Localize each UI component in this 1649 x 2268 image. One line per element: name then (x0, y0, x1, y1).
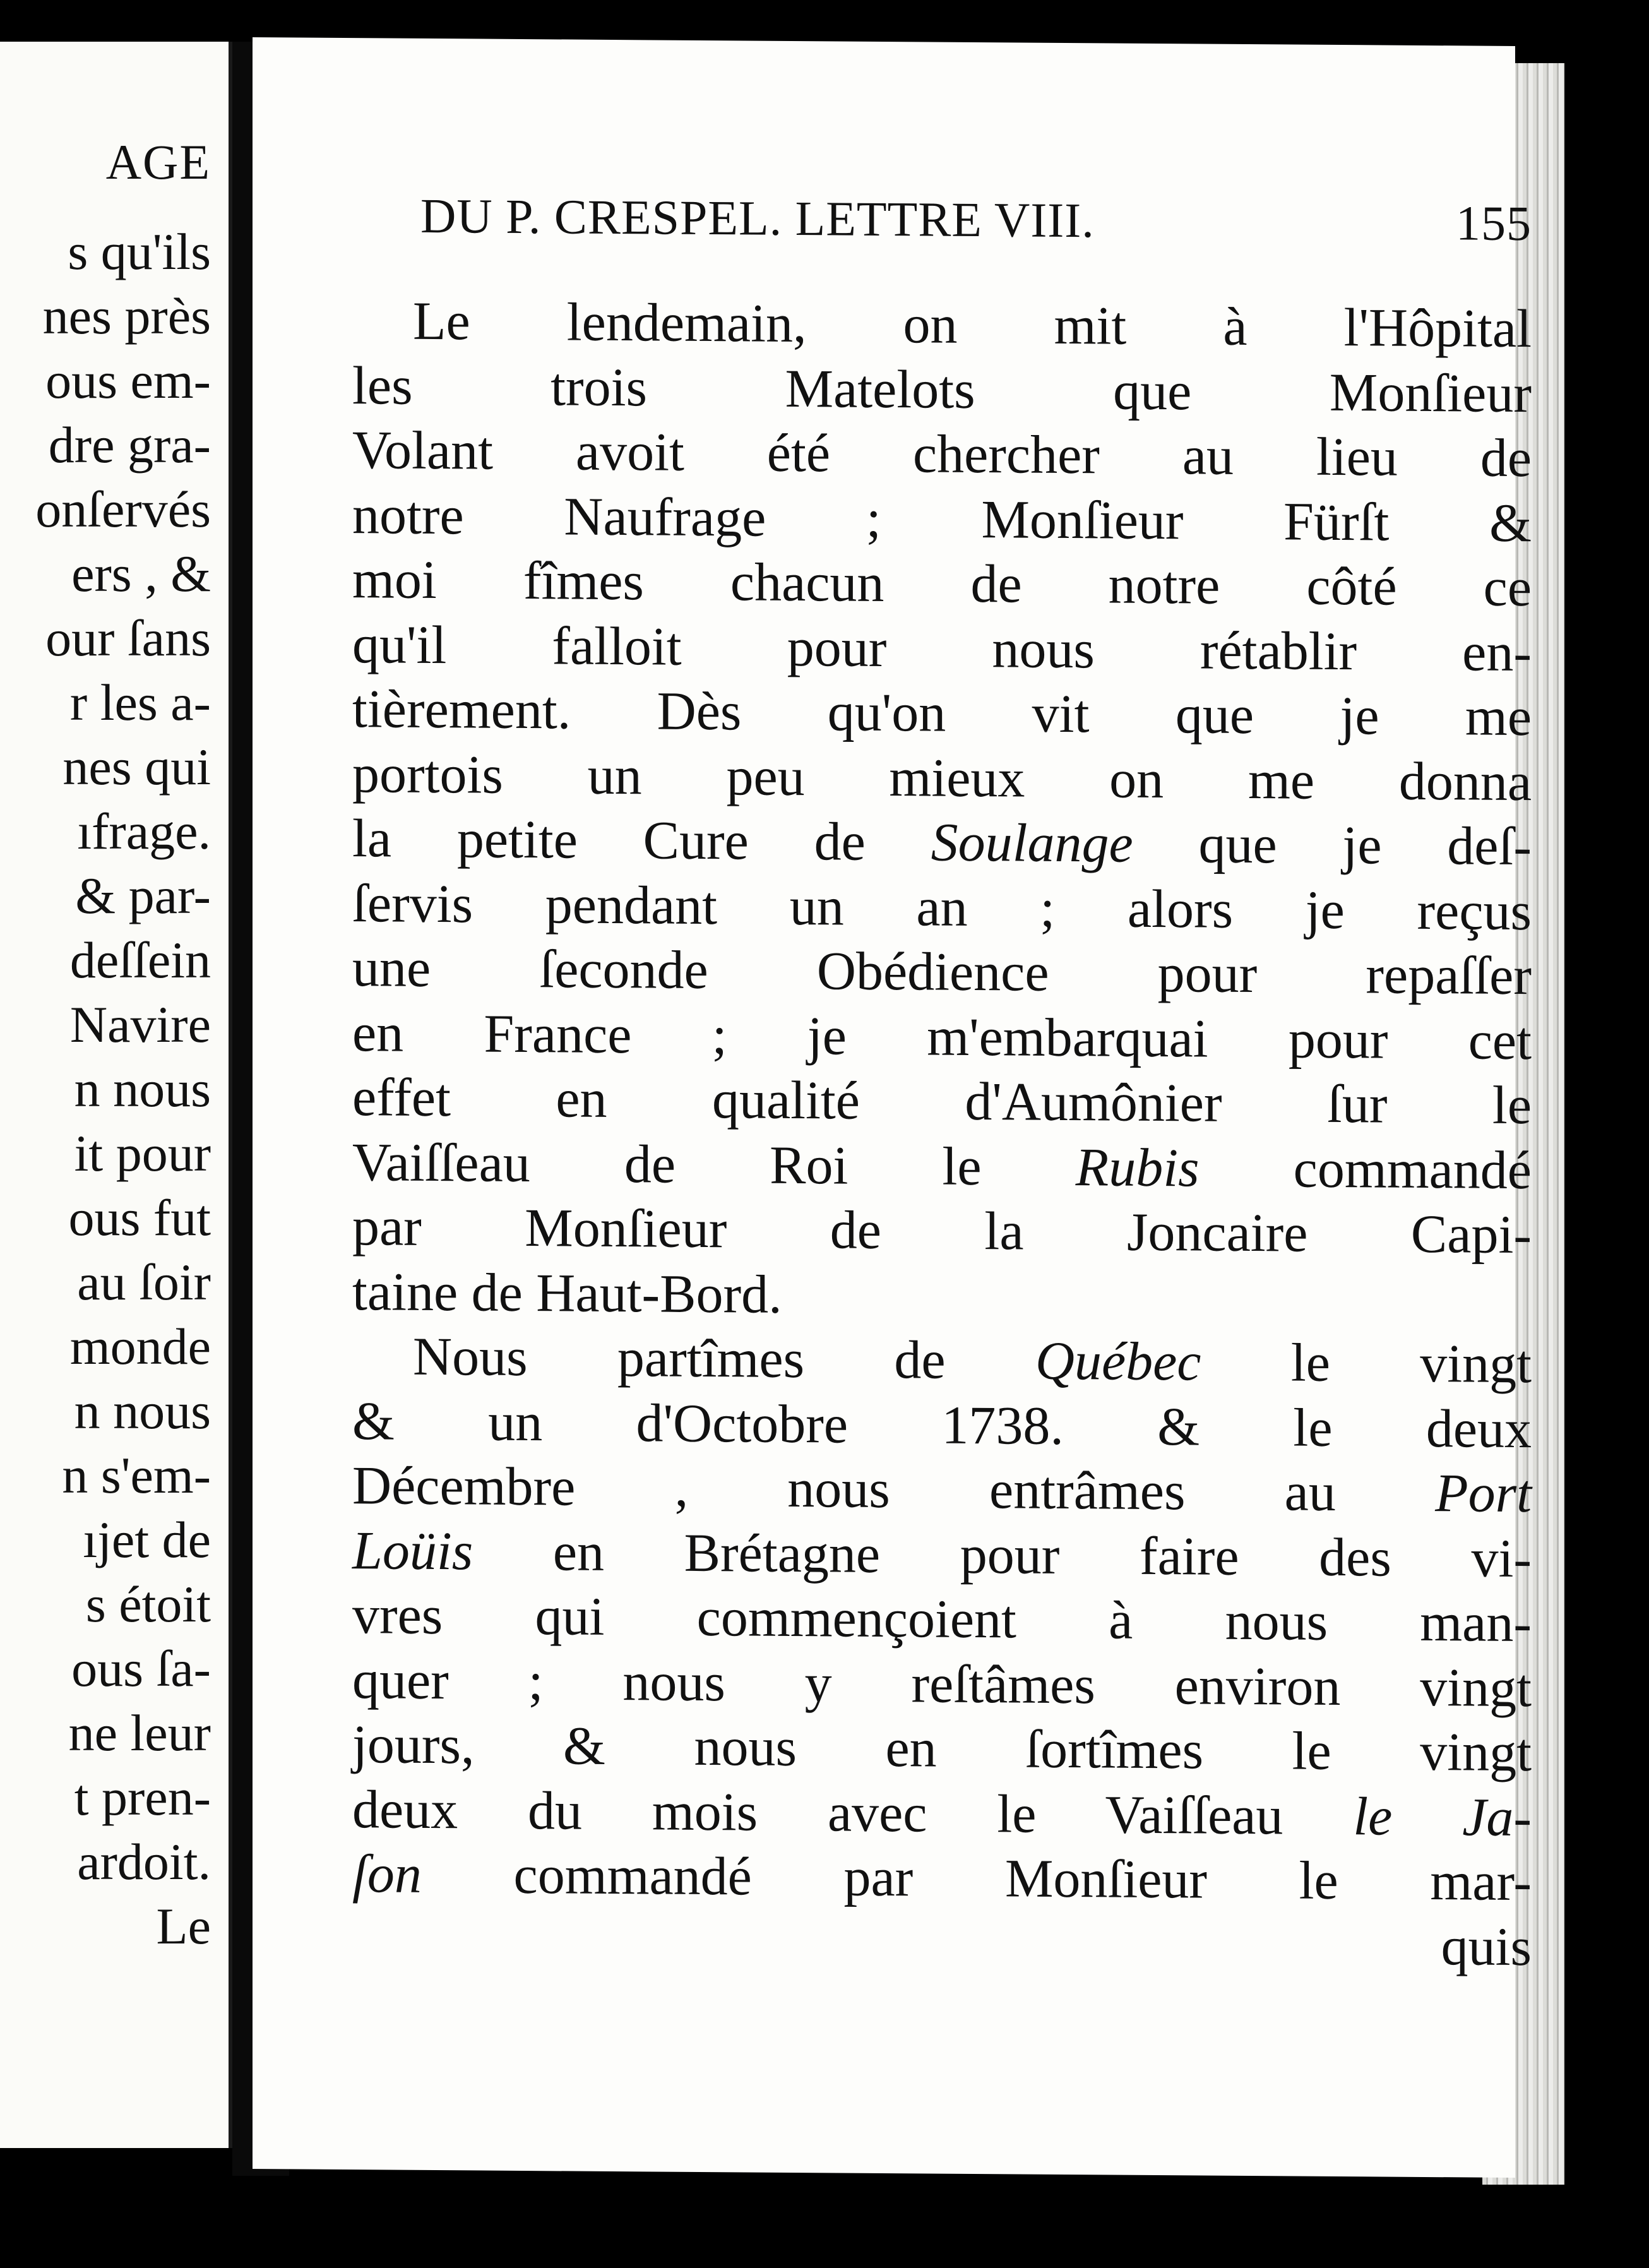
text-run: tièrement. Dès qu'on vit que je me (352, 678, 1532, 748)
left-page-line: & par- (75, 867, 211, 924)
italic-text: Soulange (931, 811, 1133, 874)
text-line (352, 1259, 1532, 1332)
text-run: Le lendemain, on mit à l'Hôpital (413, 290, 1532, 359)
italic-text: le Ja- (1353, 1785, 1532, 1847)
left-page-line: ıjet de (83, 1511, 211, 1568)
text-run: une ſeconde Obédience pour repaſſer (352, 937, 1532, 1006)
right-page (253, 37, 1532, 2178)
left-page-line: our ſans (45, 609, 211, 667)
text-line (352, 935, 1532, 1008)
text-run: & un d'Octobre 1738. & le deux (352, 1390, 1532, 1459)
text-run: Nous partîmes de (413, 1325, 1035, 1391)
text-line (352, 1647, 1532, 1721)
text-run: par Monſieur de la Joncaire Capi- (352, 1196, 1532, 1265)
text-line (352, 1388, 1532, 1462)
text-line (352, 288, 1532, 361)
text-line (352, 871, 1532, 944)
text-line (352, 612, 1532, 685)
left-page-line: dre gra- (48, 416, 211, 474)
left-page (0, 42, 232, 2148)
text-line (352, 1194, 1532, 1267)
left-page-line: ers , & (71, 545, 211, 602)
text-line (352, 806, 1532, 879)
running-title: DU P. CRESPEL. LETTRE VIII. (420, 188, 1095, 248)
text-run: commandé (1199, 1137, 1532, 1200)
italic-text: Loüis (352, 1519, 473, 1581)
text-run: Décembre , nous entrâmes au (352, 1455, 1436, 1524)
left-page-line: Le (156, 1897, 211, 1955)
text-run: en France ; je m'embarquai pour cet (352, 1001, 1532, 1071)
text-run: en Brétagne pour faire des vi- (473, 1520, 1532, 1589)
text-line (352, 417, 1532, 491)
left-page-line: ne leur (68, 1704, 211, 1762)
left-page-line: r les a- (69, 674, 211, 731)
left-page-line: nes près (42, 287, 211, 345)
text-run: taine de Haut-Bord. (352, 1260, 782, 1325)
text-line (352, 482, 1532, 556)
left-page-lines (35, 220, 211, 1959)
text-line (352, 741, 1532, 815)
text-run: jours, & nous en ſortîmes le vingt (352, 1714, 1532, 1783)
left-page-line: it pour (74, 1125, 211, 1182)
running-header (420, 188, 1532, 252)
left-page-line: s étoit (85, 1575, 211, 1633)
text-run: effet en qualité d'Aumônier ſur le (352, 1066, 1532, 1136)
left-page-line: deſſein (69, 931, 211, 989)
text-line (352, 1841, 1532, 1914)
text-line (352, 1582, 1532, 1656)
left-page-heading: AGE (105, 134, 211, 189)
text-run: que je deſ- (1133, 813, 1532, 877)
text-run: deux du mois avec le Vaiſſeau (352, 1778, 1354, 1846)
left-page-line: n nous (74, 1382, 211, 1440)
text-run: quer ; nous y reſtâmes environ vingt (352, 1649, 1532, 1718)
left-page-line: ardoit. (77, 1833, 211, 1890)
text-line (352, 1777, 1532, 1850)
left-page-line: n s'em- (62, 1447, 211, 1504)
text-line (352, 1000, 1532, 1073)
italic-text: Québec (1035, 1330, 1201, 1392)
text-run: notre Naufrage ; Monſieur Fürſt & (352, 484, 1532, 553)
text-run: qu'il falloit pour nous rétablir en- (352, 613, 1532, 683)
left-page-line: t pren- (74, 1769, 211, 1826)
text-line (352, 1518, 1532, 1591)
text-line (352, 1323, 1532, 1397)
left-page-line: monde (69, 1318, 211, 1375)
left-page-text (35, 130, 211, 1959)
catchword: quis (1441, 1915, 1532, 1977)
text-line (352, 1130, 1532, 1203)
text-line (352, 676, 1532, 749)
left-page-line: ıfrage. (77, 803, 211, 860)
left-page-line: au ſoir (77, 1253, 211, 1311)
text-run: la petite Cure de (352, 808, 931, 873)
text-line (352, 1712, 1532, 1785)
text-run: moi fîmes chacun de notre côté ce (352, 549, 1532, 618)
text-line (352, 353, 1532, 426)
text-line (352, 547, 1532, 620)
page-number: 155 (1456, 195, 1532, 251)
text-run: Vaiſſeau de Roi le (352, 1131, 1076, 1197)
text-run: les trois Matelots que Monſieur (352, 354, 1532, 424)
left-page-line: nes qui (63, 738, 211, 796)
text-line (352, 1453, 1532, 1526)
left-page-line: n nous (74, 1060, 211, 1118)
text-line (352, 1065, 1532, 1138)
text-run: le vingt (1201, 1331, 1532, 1395)
body-text (352, 288, 1532, 1979)
left-page-line: ous em- (45, 352, 211, 409)
text-run: portois un peu mieux on me donna (352, 743, 1532, 812)
text-run: commandé par Monſieur le mar- (421, 1843, 1532, 1913)
italic-text: ſon (352, 1843, 422, 1904)
left-page-line: onſervés (35, 480, 211, 538)
text-run: ſervis pendant un an ; alors je reçus (352, 872, 1532, 941)
text-run: Volant avoit été chercher au lieu de (352, 419, 1532, 489)
left-page-line: ous ſa- (71, 1640, 211, 1697)
left-page-line: Navire (69, 996, 211, 1053)
left-page-line: ous fut (68, 1189, 211, 1246)
italic-text: Port (1435, 1462, 1532, 1524)
italic-text: Rubis (1075, 1136, 1200, 1198)
text-run: vres qui commençoient à nous man- (352, 1584, 1532, 1654)
left-page-line: s qu'ils (68, 223, 211, 280)
